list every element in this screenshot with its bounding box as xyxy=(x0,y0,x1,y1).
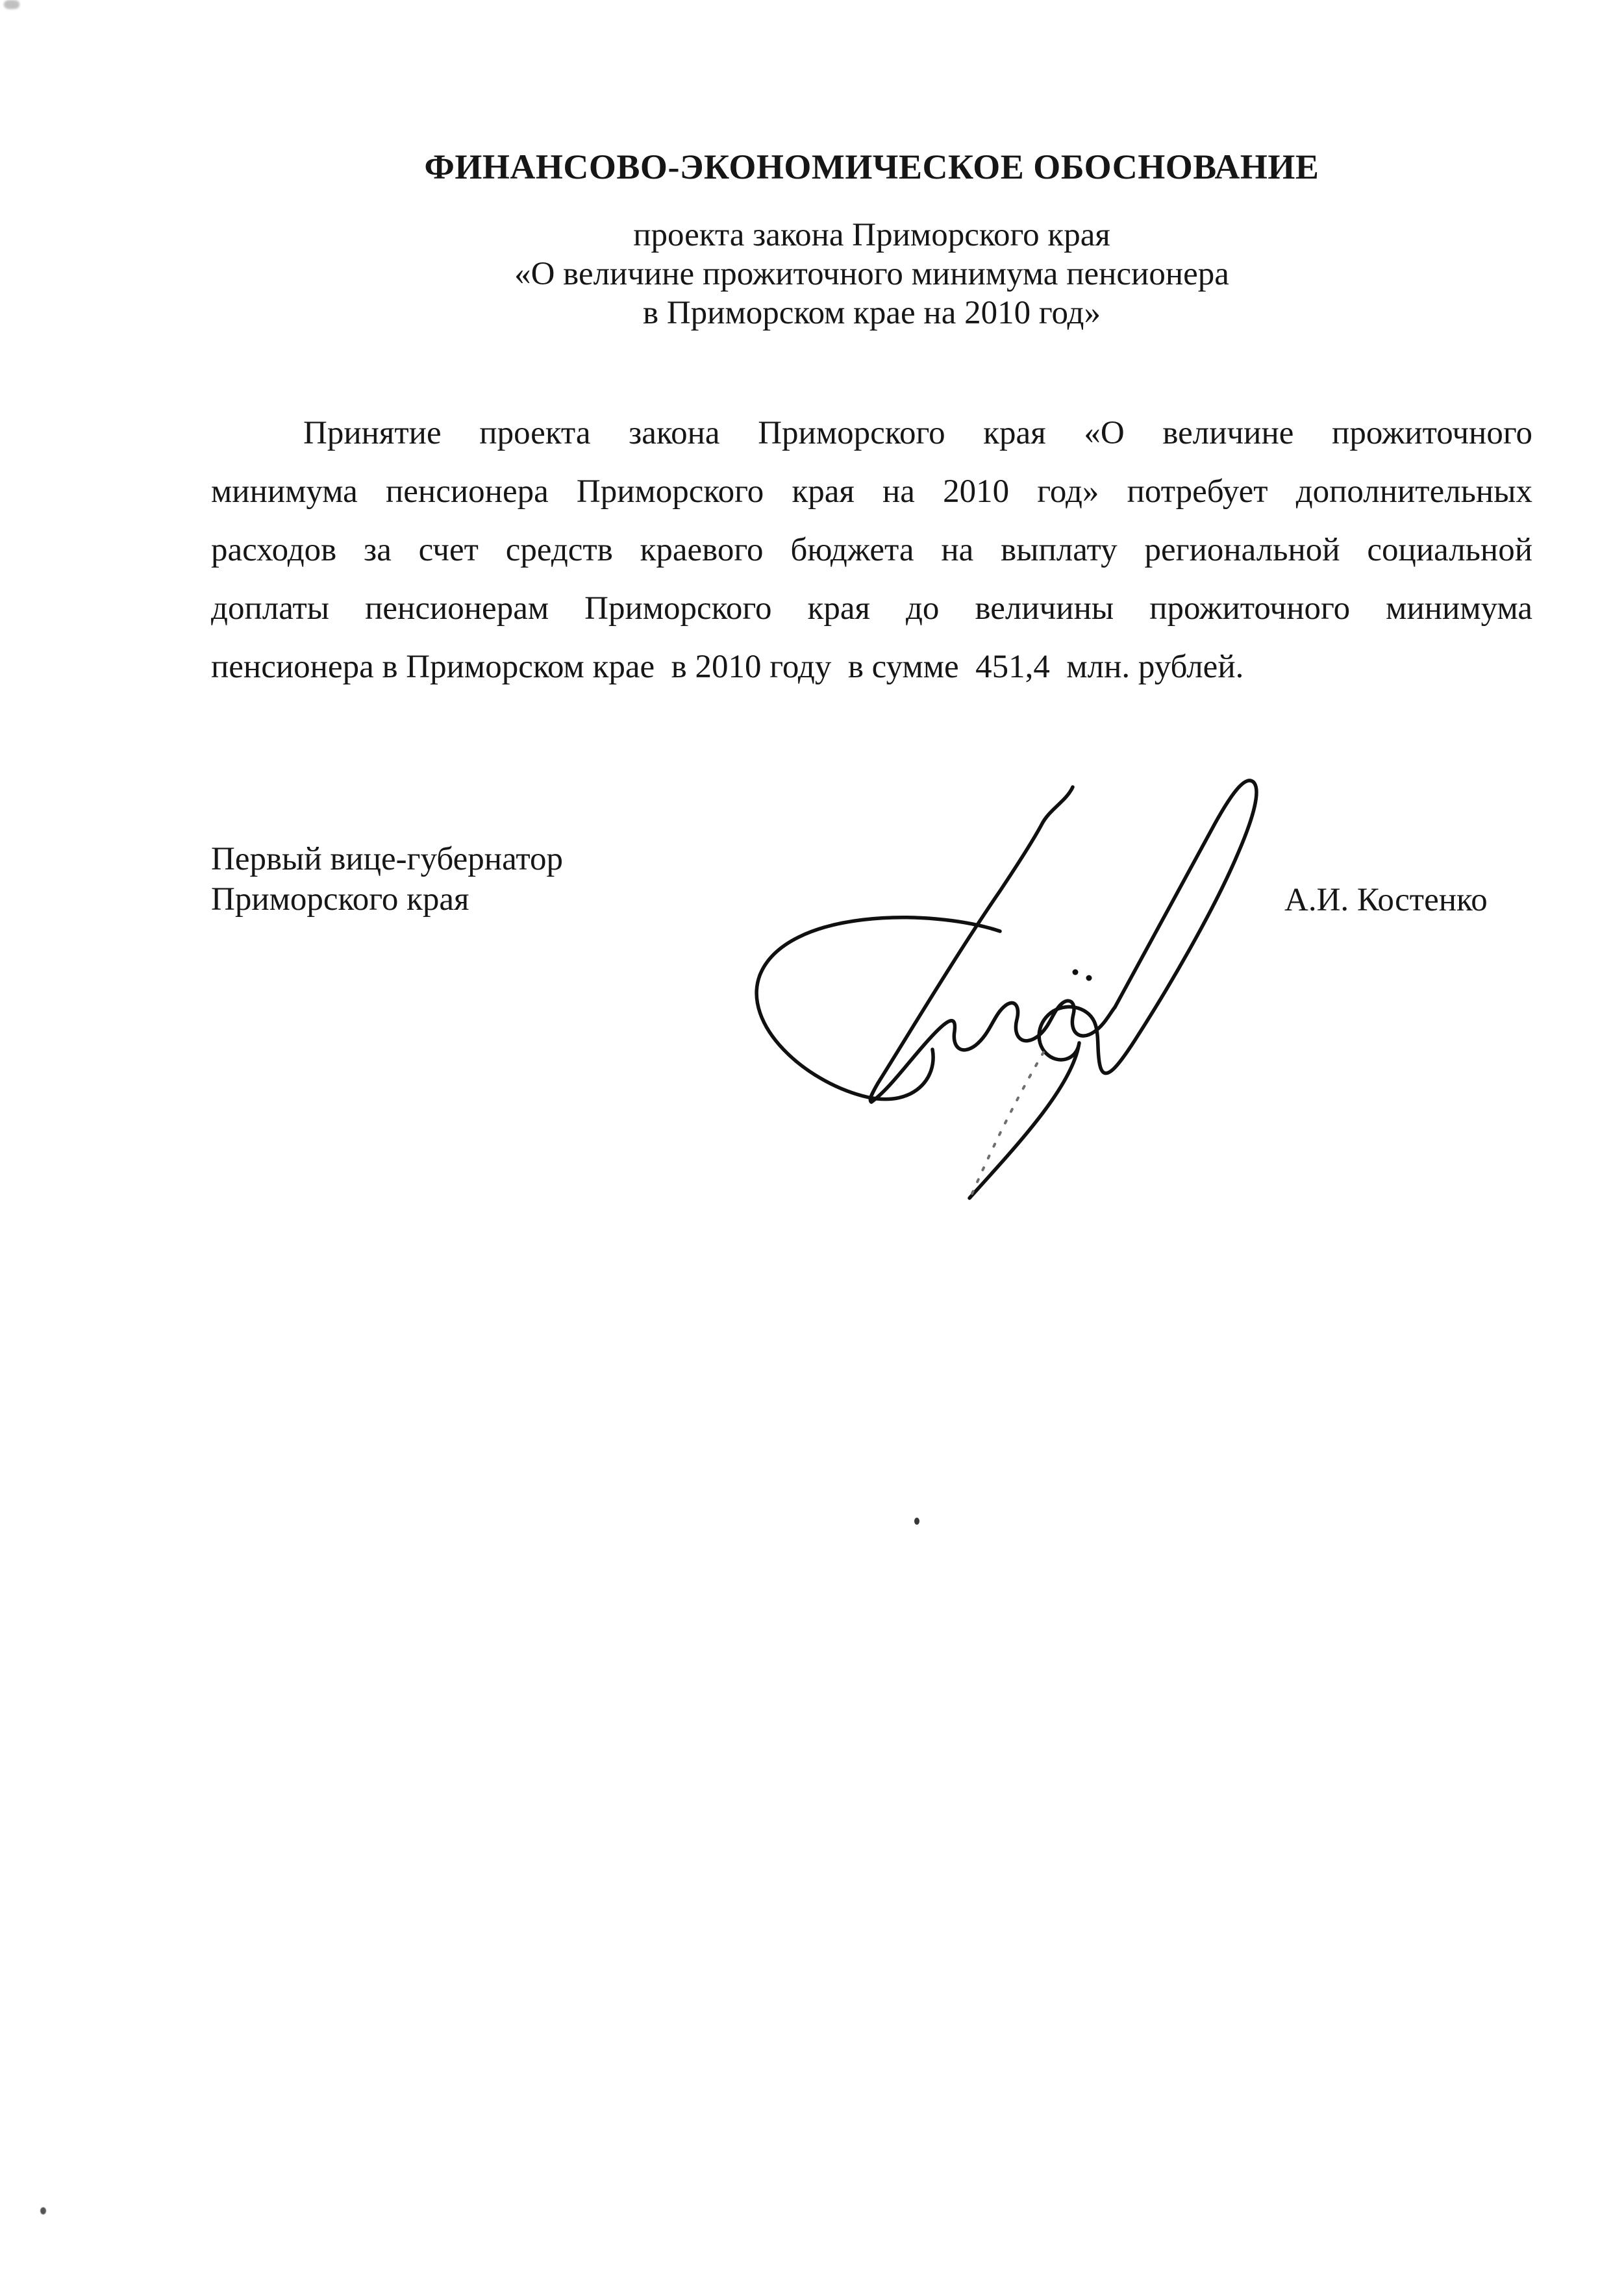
scan-speck xyxy=(40,2207,46,2214)
subtitle-line-2: «О величине прожиточного минимума пенсионера xyxy=(514,256,1229,292)
body-paragraph xyxy=(211,404,1532,696)
subtitle-line-1: проекта закона Приморского края xyxy=(633,217,1110,253)
scan-speck xyxy=(914,1518,919,1525)
paragraph-line: Принятие проекта закона Приморского края «О величине прожиточного xyxy=(303,415,1532,451)
signature-dot xyxy=(1073,970,1079,975)
signature-position-line-1: Первый вице-губернатор xyxy=(211,841,564,877)
signature-position-line-2: Приморского края xyxy=(211,881,469,918)
scan-speck xyxy=(4,0,19,9)
paragraph-line: доплаты пенсионерам Приморского края до величины прожиточного минимума xyxy=(211,590,1532,627)
paragraph-line: расходов за счет средств краевого бюджета на выплату региональной социальной xyxy=(211,532,1532,568)
paragraph-line: пенсионера в Приморском крае в 2010 году в сумме 451,4 млн. рублей. xyxy=(211,649,1244,685)
signature-position-title xyxy=(211,839,563,920)
signature-dot xyxy=(1086,975,1092,981)
paragraph-line: минимума пенсионера Приморского края на 2010 год» потребует дополнительных xyxy=(211,473,1532,510)
subtitle-line-3: в Приморском крае на 2010 год» xyxy=(643,295,1101,331)
signer-name: А.И. Костенко xyxy=(1284,882,1488,918)
document-subtitle xyxy=(211,216,1532,332)
document-title: ФИНАНСОВО-ЭКОНОМИЧЕСКОЕ ОБОСНОВАНИЕ xyxy=(424,147,1319,186)
handwritten-signature-icon xyxy=(714,740,1299,1214)
signature-loop-tail-stroke xyxy=(969,781,1256,1198)
